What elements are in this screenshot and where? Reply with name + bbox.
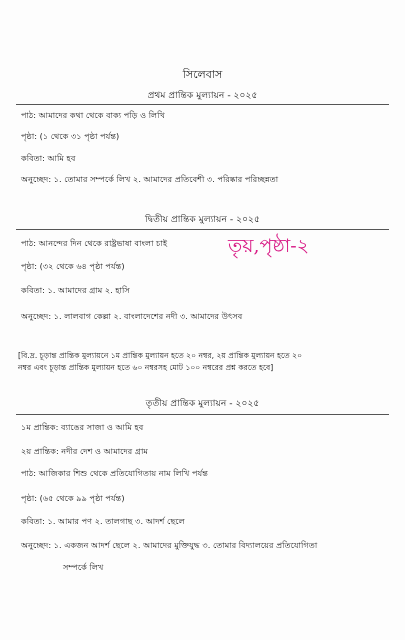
second-term-heading: দ্বিতীয় প্রান্তিক মুল্যায়ন - ২০২৫ [145, 214, 260, 225]
first-poem-line: কবিতা: আমি হব [21, 153, 76, 163]
second-paragraph-line: অনুচ্ছেদ: ১. লালবাগ কেল্লা ২. বাংলাদেশের নদী ৩. আমাদের উৎসব [21, 311, 243, 321]
section-divider [16, 104, 389, 105]
handwritten-note: তৃয়,পৃষ্ঠা-২ [228, 235, 310, 257]
second-pages-line: পৃষ্ঠা: (৩২ থেকে ৬৪ পৃষ্ঠা পর্যন্ত) [21, 261, 125, 271]
third-paragraph-line: অনুচ্ছেদ: ১. একজন আদর্শ ছেলে ২. আমাদের মুক্তিযুদ্ধ ৩. তোমার বিদ্যালয়ের প্রতিযোগিতা [21, 540, 318, 550]
first-pages-line: পৃষ্ঠা: (১ থেকে ৩১ পৃষ্ঠা পর্যন্ত) [21, 131, 120, 141]
third-poem-line: কবিতা: ১. আমার পণ ২. তালগাছ ৩. আদর্শ ছেলে [21, 516, 185, 526]
first-lesson-line: পাঠ: আমাদের কথা থেকে বাক্য পড়ি ও লিখি [21, 110, 165, 120]
third-pages-line: পৃষ্ঠা: (৬৫ থেকে ৯৯ পৃষ্ঠা পর্যন্ত) [21, 493, 125, 503]
third-first-term-line: ১ম প্রান্তিক: ব্যাঙের সাজা ও আমি হব [21, 422, 144, 432]
third-second-term-line: ২য় প্রান্তিক: নদীর দেশ ও আমাদের গ্রাম [21, 446, 148, 456]
exam-note [18, 350, 390, 374]
third-paragraph-continuation: সম্পর্কে লিখ [63, 562, 104, 572]
note-line: নম্বর এবং চূড়ান্ত প্রান্তিক মুল্যায়ন হতে ৬০ নম্বরসহ মোট ১০০ নম্বরের প্রশ্ন করতে হবে] [18, 363, 274, 372]
third-term-heading: তৃতীয় প্রান্তিক মুল্যায়ন - ২০২৫ [145, 398, 260, 409]
section-divider [16, 229, 389, 230]
second-poem-line: কবিতা: ১. আমাদের গ্রাম ২. হাসি [21, 285, 130, 295]
first-term-heading: প্রথম প্রান্তিক মুল্যায়ন - ২০২৫ [147, 90, 258, 101]
section-divider [16, 414, 389, 415]
page-title: সিলেবাস [182, 68, 223, 81]
second-lesson-line: পাঠ: আনন্দের দিন থেকে রাষ্ট্রভাষা বাংলা চাই [21, 238, 168, 248]
third-lesson-line: পাঠ: আজিকার শিশু থেকে প্রতিযোগিতায় নাম লিখি পর্যন্ত [21, 468, 208, 478]
first-paragraph-line: অনুচ্ছেদ: ১. তোমার সম্পর্কে লিখ ২. আমাদের প্রতিবেশী ৩. পরিষ্কার পরিচ্ছন্নতা [21, 174, 279, 184]
note-line: [বি.দ্র. চূড়ান্ত প্রান্তিক মুল্যায়নে ১ম প্রান্তিক মুল্যায়ন হতে ২০ নম্বর, ২য় প্রান্তিক মুল্যায়ন হতে ২০ [18, 351, 303, 360]
